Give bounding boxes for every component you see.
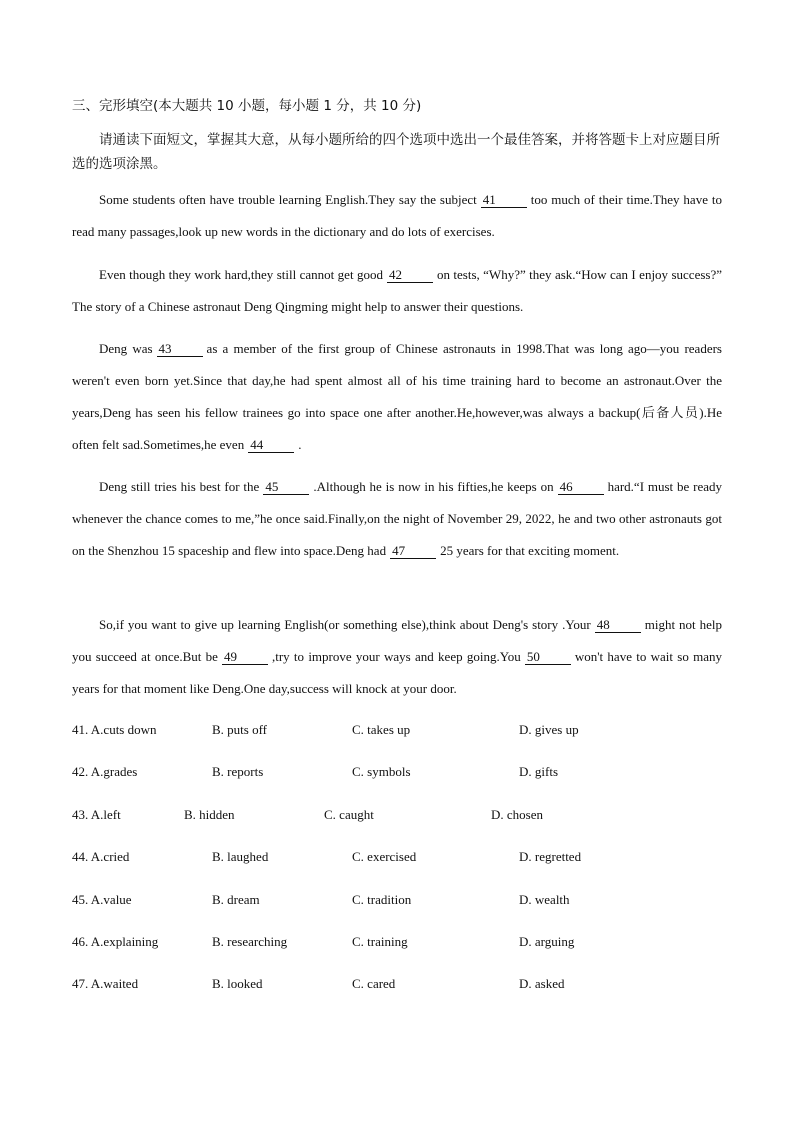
question-45 [72,892,732,912]
option-c: C. tradition [352,892,412,907]
option-a: 45. A.value [72,892,132,907]
blank-42: 42 [387,267,433,283]
passage-text: . [298,437,302,452]
section-title: 三、完形填空(本大题共 10 小题，每小题 1 分，共 10 分) [72,98,422,114]
option-c: C. caught [324,807,374,822]
passage-text: Some students often have trouble learning English.They say the subject [99,192,477,207]
option-b: B. researching [212,934,288,949]
option-a: 42. A.grades [72,764,138,779]
option-c: C. exercised [352,849,417,864]
option-a: 44. A.cried [72,849,130,864]
blank-44: 44 [248,437,294,453]
passage-text: 25 years for that exciting moment. [440,543,620,558]
blank-47: 47 [390,543,436,559]
option-d: D. wealth [519,892,570,907]
passage-paragraph-3 [72,333,722,461]
blank-49: 49 [222,649,268,665]
option-c: C. training [352,934,408,949]
blank-43: 43 [157,341,203,357]
passage-text: hard.“I must be ready whenever the chance comes to me,”he once said.Finally,on the night of November 29, 2022, he and two other astronauts got on the Shenzhou 15 spaceship and flew into space.Deng had [72,479,723,558]
passage-text: So,if you want to give up learning English(or something else),think about Deng's story .Your [99,617,591,632]
option-a: 46. A.explaining [72,934,159,949]
passage-text: Even though they work hard,they still cannot get good [99,267,383,282]
question-47 [72,976,732,996]
option-a: 47. A.waited [72,976,139,991]
option-c: C. cared [352,976,396,991]
blank-46: 46 [558,479,604,495]
blank-45: 45 [263,479,309,495]
passage-text: on tests, “Why?” they ask.“How can I enjoy success?” The story of a Chinese astronaut Deng Qingming might help to answer their questions. [72,267,722,314]
passage-text: ,try to improve your ways and keep going.You [271,649,521,664]
option-d: D. regretted [519,849,582,864]
option-d: D. asked [519,976,565,991]
passage-text: Deng was [99,341,153,356]
blank-41: 41 [481,192,527,208]
option-b: B. looked [212,976,263,991]
option-c: C. takes up [352,722,411,737]
option-c: C. symbols [352,764,411,779]
passage-paragraph-4 [72,471,722,567]
question-46 [72,934,732,954]
option-b: B. dream [212,892,260,907]
blank-50: 50 [525,649,571,665]
passage-paragraph-5 [72,609,722,705]
option-d: D. arguing [519,934,575,949]
option-b: B. hidden [184,807,235,822]
option-a: 43. A.left [72,807,121,822]
passage-paragraph-1 [72,184,722,248]
option-b: B. puts off [212,722,268,737]
option-d: D. gives up [519,722,579,737]
blank-48: 48 [595,617,641,633]
question-41 [72,722,732,742]
instructions: 请通读下面短文，掌握其大意，从每小题所给的四个选项中选出一个最佳答案，并将答题卡上对应题目所选的选项涂黑。 [72,132,720,172]
passage-text: .Although he is now in his fifties,he keeps on [313,479,554,494]
passage-text: Deng still tries his best for the [99,479,260,494]
passage-paragraph-2 [72,259,722,323]
question-42 [72,764,732,784]
option-b: B. reports [212,764,264,779]
option-d: D. chosen [491,807,543,822]
option-d: D. gifts [519,764,558,779]
passage-text: as a member of the first group of Chinese astronauts in 1998.That was long ago—you readers weren't even born yet.Since that day,he had spent almost all of his time training hard to become an astronaut.Over the years,Deng has seen his fellow trainees go into space one after another.He,however,was always a backup(后备人员).He often felt sad.Sometimes,he even [72,341,722,452]
option-b: B. laughed [212,849,269,864]
passage-text: too much of their time.They have to read many passages,look up new words in the dictionary and do lots of exercises. [72,192,722,239]
option-a: 41. A.cuts down [72,722,157,737]
passage-text: might not help you succeed at once.But be [72,617,722,664]
question-43 [72,807,732,827]
passage-text: won't have to wait so many years for that moment like Deng.One day,success will knock at your door. [72,649,722,696]
question-44 [72,849,732,869]
